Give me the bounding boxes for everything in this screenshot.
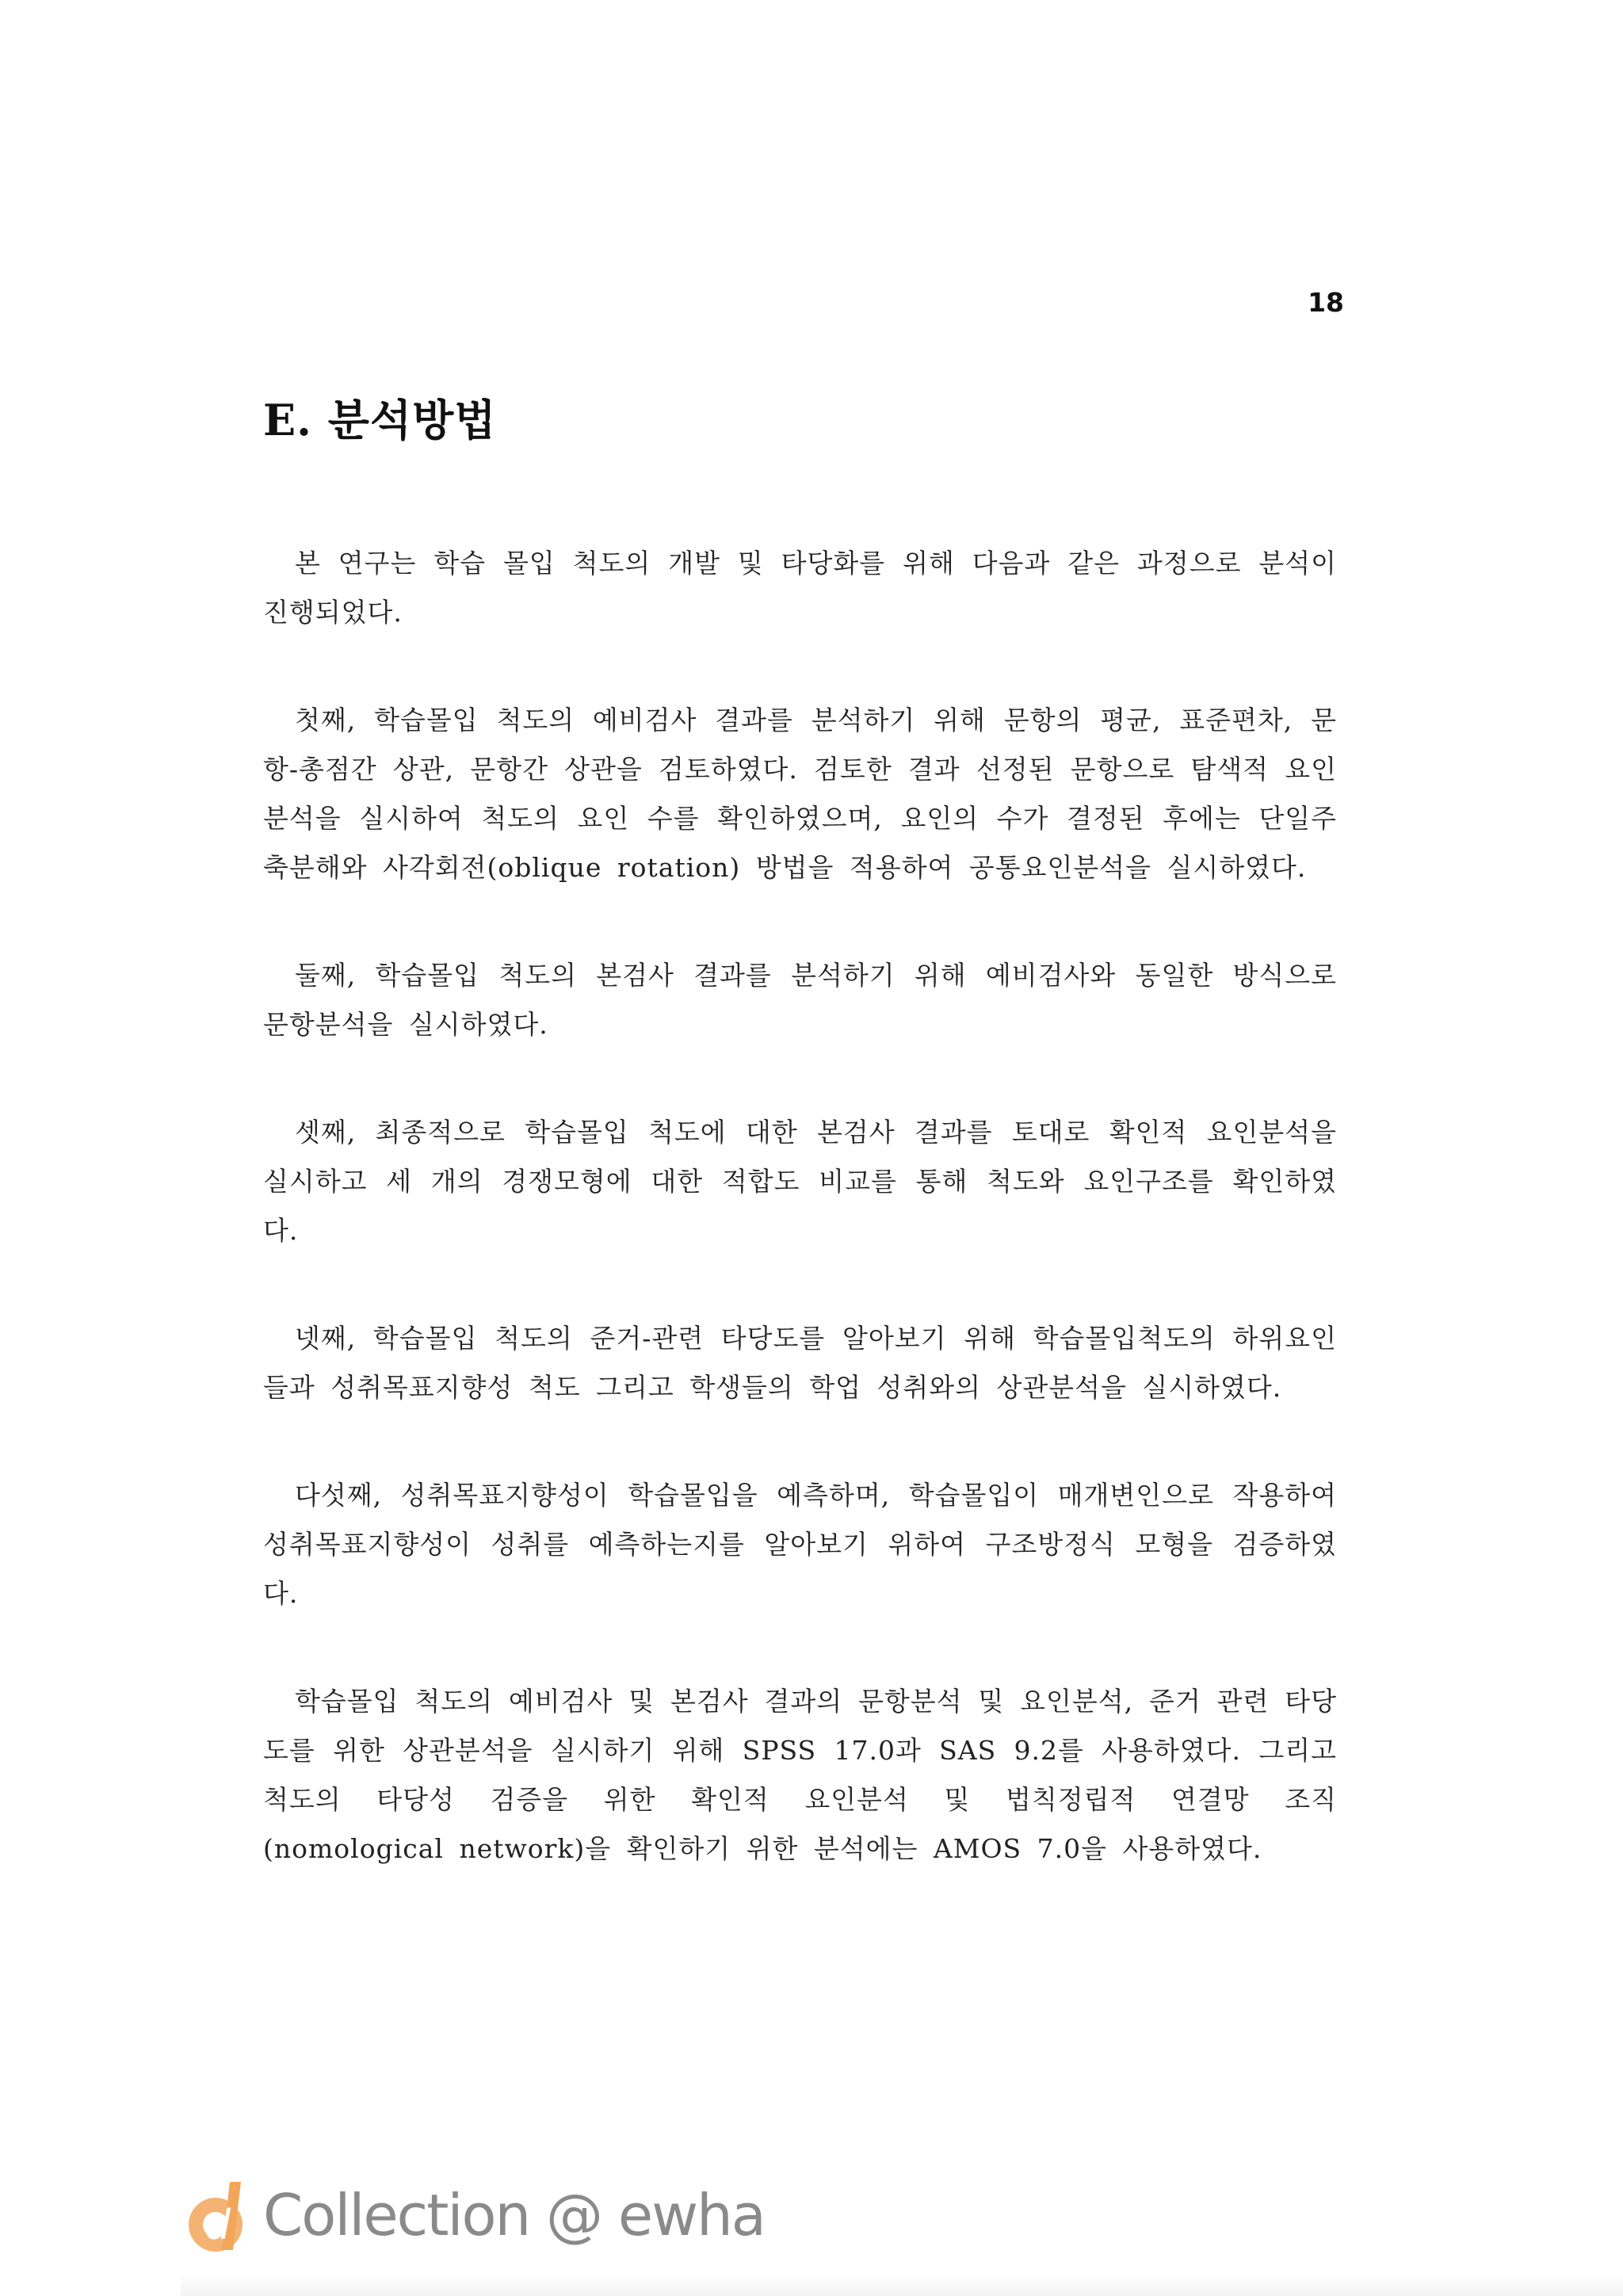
section-heading: E. 분석방법 [263,395,497,445]
page-number: 18 [1308,287,1344,318]
paragraph-fifth: 다섯째, 성취목표지향성이 학습몰입을 예측하며, 학습몰입이 매개변인으로 작용하여 성취목표지향성이 성취를 예측하는지를 알아보기 위하여 구조방정식 모형을 검증하였다. [263,1480,1337,1609]
logo-text: Collection @ ewha [263,2182,765,2248]
bottom-band [181,2272,1623,2296]
paragraph-tools: 학습몰입 척도의 예비검사 및 본검사 결과의 문항분석 및 요인분석, 준거 관련 타당도를 위한 상관분석을 실시하기 위해 SPSS 17.0과 SAS 9.2를 사용하였다. 그리고 척도의 타당성 검증을 위한 확인적 요인분석 및 법칙정립적 연결망 조직(nomological network)을 확인하기 위한 분석에는 AMOS 7.0을 사용하였다. [263,1686,1337,1864]
paragraph-intro: 본 연구는 학습 몰입 척도의 개발 및 타당화를 위해 다음과 같은 과정으로 분석이 진행되었다. [263,548,1337,628]
paragraph-fourth: 넷째, 학습몰입 척도의 준거-관련 타당도를 알아보기 위해 학습몰입척도의 하위요인들과 성취목표지향성 척도 그리고 학생들의 학업 성취와의 상관분석을 실시하였다. [263,1323,1337,1403]
body-text [263,539,1337,1932]
logo-mark-letter: d [204,2202,231,2249]
footer-logo [181,2172,765,2259]
paragraph-second: 둘째, 학습몰입 척도의 본검사 결과를 분석하기 위해 예비검사와 동일한 방식으로 문항분석을 실시하였다. [263,960,1337,1040]
paragraph-first: 첫째, 학습몰입 척도의 예비검사 결과를 분석하기 위해 문항의 평균, 표준편차, 문항-총점간 상관, 문항간 상관을 검토하였다. 검토한 결과 선정된 문항으로 탐색적 요인분석을 실시하여 척도의 요인 수를 확인하였으며, 요인의 수가 결정된 후에는 단일주축분해와 사각회전(oblique rotation) 방법을 적용하여 공통요인분석을 실시하였다. [263,705,1337,883]
paragraph-third: 셋째, 최종적으로 학습몰입 척도에 대한 본검사 결과를 토대로 확인적 요인분석을 실시하고 세 개의 경쟁모형에 대한 적합도 비교를 통해 척도와 요인구조를 확인하였다. [263,1117,1337,1246]
dcollection-logo-icon [181,2176,260,2255]
